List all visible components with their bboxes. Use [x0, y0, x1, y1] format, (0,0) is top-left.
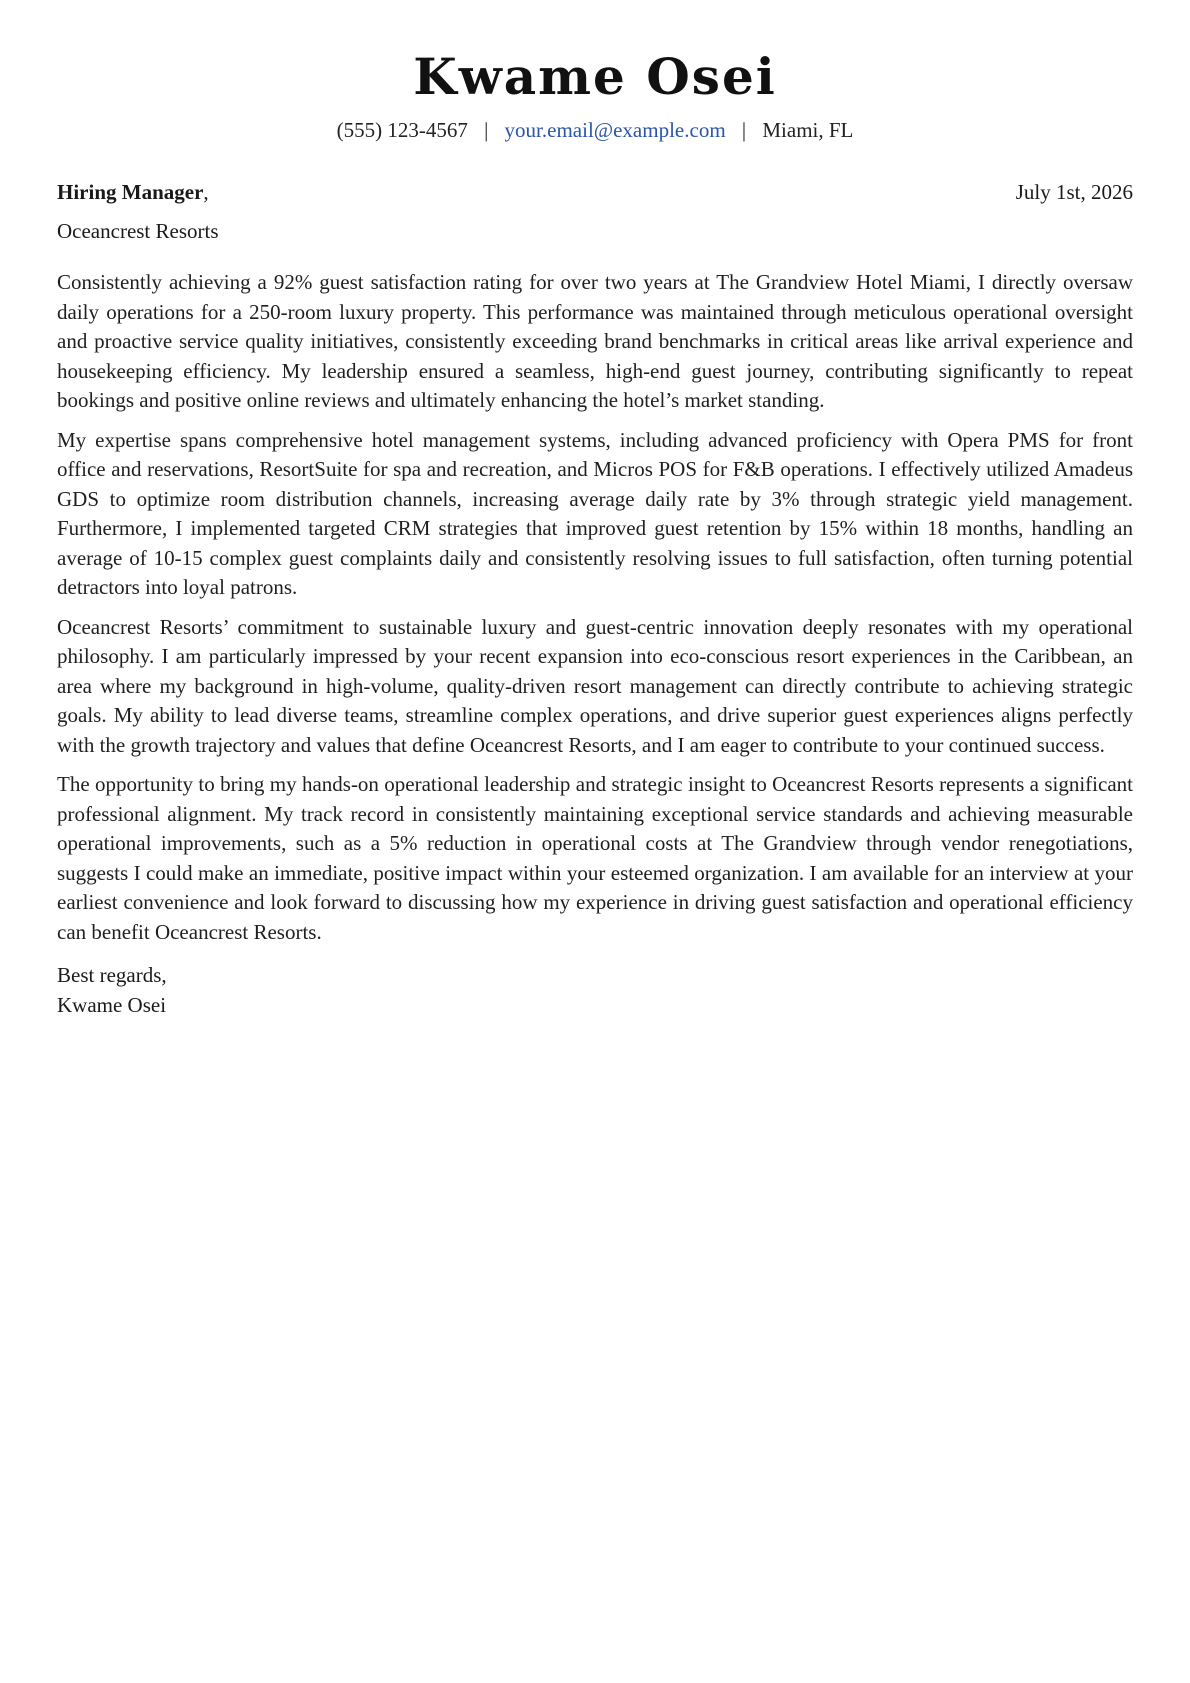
contact-separator: | — [741, 118, 747, 142]
letter-date: July 1st, 2026 — [1015, 180, 1133, 204]
email-link[interactable]: your.email@example.com — [504, 118, 726, 142]
body-paragraph: The opportunity to bring my hands-on operational leadership and strategic insight to Oceancrest Resorts represents a significant professional alignment. My track record in consistently maintaining exceptional service standards and achieving measurable operational improvements, such as a 5% reduction in operational costs at The Grandview through vendor renegotiations, suggests I could make an immediate, positive impact within your esteemed organization. I am available for an interview at your earliest convenience and look forward to discussing how my experience in driving guest satisfaction and operational efficiency can benefit Oceancrest Resorts. — [57, 772, 1133, 944]
contact-line — [57, 118, 1133, 143]
recipient-salutation — [57, 180, 209, 205]
recipient-company: Oceancrest Resorts — [57, 219, 219, 243]
phone-number: (555) 123-4567 — [336, 118, 468, 142]
body-paragraph: Oceancrest Resorts’ commitment to sustainable luxury and guest-centric innovation deeply resonates with my operational philosophy. I am particularly impressed by your recent expansion into eco-conscious resort experiences in the Caribbean, an area where my background in high-volume, quality-driven resort management can directly contribute to achieving strategic goals. My ability to lead diverse teams, streamline complex operations, and drive superior guest experiences aligns perfectly with the growth trajectory and values that define Oceancrest Resorts, and I am eager to contribute to your continued success. — [57, 614, 1133, 757]
recipient-name-suffix: , — [203, 180, 209, 204]
recipient-row — [57, 180, 1133, 205]
letter-body — [57, 268, 1133, 947]
signature-name: Kwame Osei — [57, 992, 167, 1017]
recipient-name: Hiring Manager — [57, 180, 204, 204]
contact-separator: | — [484, 118, 489, 142]
applicant-name: Kwame Osei — [413, 47, 777, 106]
location: Miami, FL — [762, 118, 854, 142]
body-paragraph: My expertise spans comprehensive hotel management systems, including advanced proficiency with Opera PMS for front office and reservations, ResortSuite for spa and recreation, and Micros POS for F&B operations. I effectively utilized Amadeus GDS to optimize room distribution channels, increasing average daily rate by 3% through strategic yield management. Furthermore, I implemented targeted CRM strategies that improved guest retention by 15% within 18 months, handling an average of 10-15 complex guest complaints daily and consistently resolving issues to full satisfaction, often turning potential detractors into loyal patrons. — [57, 427, 1133, 599]
valediction: Best regards, — [57, 963, 167, 987]
letter-closing — [57, 961, 1133, 1020]
body-paragraph: Consistently achieving a 92% guest satisfaction rating for over two years at The Grandview Hotel Miami, I directly oversaw daily operations for a 250-room luxury property. This performance was maintained through meticulous operational oversight and proactive service quality initiatives, consistently exceeding brand benchmarks in critical areas like arrival experience and housekeeping efficiency. My leadership ensured a seamless, high-end guest journey, contributing significantly to repeat bookings and positive online reviews and ultimately enhancing the hotel’s market standing. — [57, 270, 1133, 412]
